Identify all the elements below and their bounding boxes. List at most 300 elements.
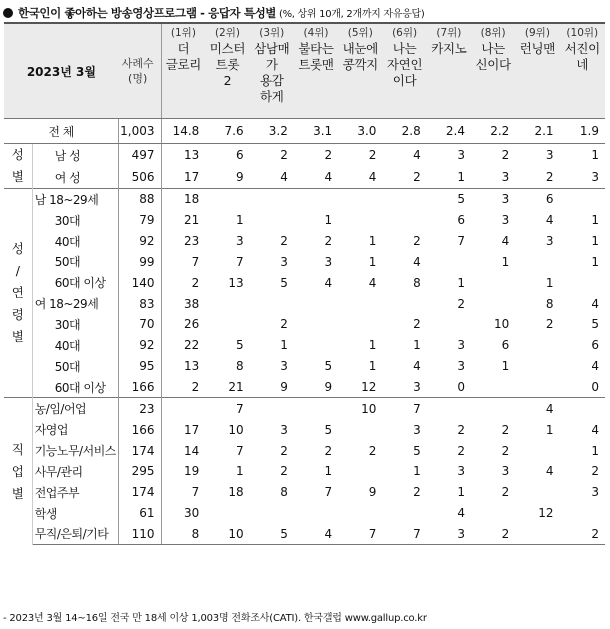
value-cell: 7 bbox=[191, 485, 200, 500]
row-label: 남 성 bbox=[32, 144, 119, 167]
row-label: 30대 bbox=[32, 210, 119, 231]
value-cell: 13 bbox=[184, 359, 200, 374]
value-cell: 2 bbox=[280, 148, 288, 162]
value-cell: 4 bbox=[515, 398, 559, 419]
value-cell bbox=[338, 314, 382, 335]
value-cell: 4 bbox=[368, 170, 377, 184]
value-cell: 7 bbox=[338, 524, 382, 545]
value-cell bbox=[471, 398, 515, 419]
value-cell bbox=[294, 189, 338, 210]
value-cell bbox=[560, 272, 605, 293]
value-cell: 2 bbox=[413, 485, 421, 500]
value-cell: 1 bbox=[324, 213, 333, 228]
value-cell bbox=[515, 252, 559, 273]
total-label: 전 체 bbox=[4, 119, 119, 144]
program-rank: (5위) bbox=[347, 27, 373, 39]
program-rank: (6위) bbox=[392, 27, 418, 39]
value-cell: 3 bbox=[501, 170, 510, 184]
value-cell: 7 bbox=[324, 485, 333, 500]
row-label: 남 18~29세 bbox=[32, 189, 119, 210]
value-cell: 3 bbox=[280, 254, 288, 269]
value-cell bbox=[515, 335, 559, 356]
sample-size-cell: 110 bbox=[119, 524, 161, 545]
value-cell: 2 bbox=[191, 275, 200, 290]
group-label: 직 업 별 bbox=[4, 398, 32, 545]
value-cell: 2 bbox=[501, 485, 510, 500]
program-header-4 bbox=[294, 23, 338, 119]
value-cell: 1 bbox=[501, 359, 510, 374]
value-cell bbox=[250, 293, 294, 314]
value-cell: 10 bbox=[494, 317, 510, 332]
program-name: 서진이 네 bbox=[564, 41, 600, 72]
value-cell: 2 bbox=[501, 422, 510, 437]
sample-size-cell: 88 bbox=[119, 189, 161, 210]
table-row bbox=[4, 166, 605, 189]
value-cell: 3 bbox=[413, 380, 421, 395]
table-row bbox=[4, 231, 605, 252]
value-cell: 13 bbox=[228, 275, 244, 290]
row-label: 기능노무/서비스 bbox=[32, 440, 119, 461]
value-cell bbox=[250, 210, 294, 231]
footnote: - 2023년 3월 14~16일 전국 만 18세 이상 1,003명 전화조사(CATI). 한국갤럽 www.gallup.co.kr bbox=[3, 613, 427, 624]
value-cell: 3.1 bbox=[294, 119, 338, 144]
table-row bbox=[4, 252, 605, 273]
value-cell bbox=[205, 314, 249, 335]
value-cell: 2 bbox=[280, 234, 288, 249]
value-cell bbox=[382, 210, 426, 231]
value-cell: 9 bbox=[235, 170, 244, 184]
value-cell: 7 bbox=[205, 398, 249, 419]
value-cell bbox=[382, 189, 426, 210]
value-cell: 3 bbox=[501, 213, 510, 228]
value-cell bbox=[294, 314, 338, 335]
program-header-8 bbox=[471, 23, 515, 119]
value-cell: 3 bbox=[501, 464, 510, 479]
value-cell: 2 bbox=[324, 234, 333, 249]
value-cell: 23 bbox=[184, 234, 200, 249]
value-cell: 4 bbox=[545, 213, 554, 228]
title-text: 한국인이 좋아하는 방송영상프로그램 - 응답자 특성별 bbox=[18, 6, 276, 20]
value-cell: 14 bbox=[184, 443, 200, 458]
value-cell: 4 bbox=[324, 275, 333, 290]
value-cell bbox=[515, 440, 559, 461]
program-header-9 bbox=[515, 23, 559, 119]
table-row bbox=[4, 482, 605, 503]
program-rank: (7위) bbox=[436, 27, 462, 39]
value-cell: 1 bbox=[368, 234, 377, 249]
value-cell: 4 bbox=[501, 234, 510, 249]
value-cell bbox=[560, 189, 605, 210]
sample-size-cell: 92 bbox=[119, 335, 161, 356]
program-rank: (8위) bbox=[480, 27, 506, 39]
value-cell: 17 bbox=[184, 170, 200, 184]
value-cell: 3.0 bbox=[338, 119, 382, 144]
value-cell: 3 bbox=[591, 485, 599, 500]
value-cell bbox=[338, 461, 382, 482]
value-cell: 1.9 bbox=[560, 119, 605, 144]
value-cell: 2 bbox=[368, 148, 377, 162]
table-row bbox=[4, 377, 605, 398]
value-cell: 9 bbox=[368, 485, 377, 500]
value-cell: 7 bbox=[382, 524, 426, 545]
value-cell bbox=[205, 293, 249, 314]
program-rank: (3위) bbox=[259, 27, 285, 39]
value-cell: 21 bbox=[228, 380, 244, 395]
row-label: 40대 bbox=[32, 231, 119, 252]
value-cell: 4 bbox=[280, 170, 288, 184]
table-row bbox=[4, 440, 605, 461]
value-cell: 9 bbox=[324, 380, 333, 395]
value-cell: 2 bbox=[324, 148, 333, 162]
value-cell: 5 bbox=[324, 359, 333, 374]
program-header-7 bbox=[427, 23, 471, 119]
value-cell bbox=[382, 293, 426, 314]
title-subtext: (%, 상위 10개, 2개까지 자유응답) bbox=[279, 9, 425, 20]
value-cell bbox=[515, 524, 559, 545]
row-label: 30대 bbox=[32, 314, 119, 335]
value-cell: 19 bbox=[184, 464, 200, 479]
value-cell: 4 bbox=[545, 464, 554, 479]
value-cell: 38 bbox=[184, 296, 200, 311]
table-row bbox=[4, 398, 605, 419]
sample-size-cell: 166 bbox=[119, 377, 161, 398]
program-rank: (9위) bbox=[524, 27, 550, 39]
value-cell: 1 bbox=[235, 464, 244, 479]
sample-size-cell: 497 bbox=[119, 144, 161, 167]
program-name: 불타는 트롯맨 bbox=[298, 41, 334, 72]
value-cell: 2 bbox=[501, 443, 510, 458]
value-cell: 0 bbox=[591, 380, 599, 395]
program-name: 나는 신이다 bbox=[475, 41, 511, 72]
value-cell: 22 bbox=[184, 338, 200, 353]
program-rank: (1위) bbox=[170, 27, 196, 39]
value-cell: 1 bbox=[591, 148, 599, 162]
value-cell: 1 bbox=[591, 234, 599, 249]
value-cell: 2 bbox=[457, 422, 465, 437]
value-cell: 3 bbox=[235, 234, 244, 249]
sample-size-cell: 79 bbox=[119, 210, 161, 231]
value-cell: 1 bbox=[368, 254, 377, 269]
value-cell: 8 bbox=[280, 485, 288, 500]
value-cell: 7 bbox=[382, 398, 426, 419]
value-cell: 2 bbox=[280, 464, 288, 479]
table-row bbox=[4, 293, 605, 314]
value-cell: 3 bbox=[471, 189, 515, 210]
row-label: 자영업 bbox=[32, 419, 119, 440]
group-label: 성 별 bbox=[4, 144, 32, 189]
value-cell bbox=[471, 377, 515, 398]
row-label: 사무/관리 bbox=[32, 461, 119, 482]
results-table bbox=[4, 22, 605, 545]
value-cell: 5 bbox=[591, 317, 599, 332]
value-cell bbox=[382, 503, 426, 524]
value-cell bbox=[515, 377, 559, 398]
program-name: 내눈에 콩깍지 bbox=[342, 41, 378, 72]
value-cell: 8 bbox=[161, 524, 205, 545]
value-cell: 2 bbox=[501, 148, 510, 162]
program-rank: (4위) bbox=[303, 27, 329, 39]
sample-size-cell: 174 bbox=[119, 482, 161, 503]
value-cell bbox=[205, 189, 249, 210]
value-cell: 5 bbox=[250, 524, 294, 545]
value-cell: 1 bbox=[280, 338, 288, 353]
sample-size-cell: 92 bbox=[119, 231, 161, 252]
sample-size-header: 사례수 (명) bbox=[119, 23, 161, 119]
table-row bbox=[4, 272, 605, 293]
value-cell: 5 bbox=[324, 422, 333, 437]
value-cell bbox=[294, 398, 338, 419]
value-cell: 1 bbox=[235, 213, 244, 228]
value-cell: 17 bbox=[184, 422, 200, 437]
value-cell bbox=[338, 189, 382, 210]
value-cell: 5 bbox=[235, 338, 244, 353]
value-cell: 2 bbox=[413, 234, 421, 249]
value-cell: 3 bbox=[457, 148, 465, 162]
value-cell: 4 bbox=[413, 148, 421, 162]
value-cell bbox=[338, 503, 382, 524]
value-cell: 3 bbox=[545, 234, 554, 249]
sample-size-cell: 506 bbox=[119, 166, 161, 189]
value-cell: 2 bbox=[413, 317, 421, 332]
value-cell: 2.2 bbox=[471, 119, 515, 144]
value-cell bbox=[471, 293, 515, 314]
value-cell: 2 bbox=[591, 464, 599, 479]
value-cell: 30 bbox=[184, 506, 200, 521]
value-cell: 3 bbox=[545, 148, 554, 162]
program-header-5 bbox=[338, 23, 382, 119]
value-cell: 4 bbox=[324, 170, 333, 184]
value-cell: 2 bbox=[324, 443, 333, 458]
value-cell: 2 bbox=[191, 380, 200, 395]
value-cell: 1 bbox=[413, 338, 421, 353]
value-cell bbox=[250, 189, 294, 210]
sample-size-cell: 61 bbox=[119, 503, 161, 524]
row-label: 여 18~29세 bbox=[32, 293, 119, 314]
program-header-6 bbox=[382, 23, 426, 119]
program-header-2 bbox=[205, 23, 249, 119]
value-cell: 1 bbox=[501, 254, 510, 269]
value-cell: 26 bbox=[184, 317, 200, 332]
row-label: 전업주부 bbox=[32, 482, 119, 503]
sample-size-cell: 174 bbox=[119, 440, 161, 461]
value-cell: 1 bbox=[545, 275, 554, 290]
value-cell bbox=[427, 252, 471, 273]
value-cell: 6 bbox=[235, 148, 244, 162]
value-cell: 8 bbox=[413, 275, 421, 290]
value-cell: 8 bbox=[545, 296, 554, 311]
value-cell: 3 bbox=[427, 524, 471, 545]
row-label: 40대 bbox=[32, 335, 119, 356]
value-cell: 4 bbox=[591, 359, 599, 374]
value-cell: 4 bbox=[591, 422, 599, 437]
value-cell: 2 bbox=[457, 296, 465, 311]
value-cell bbox=[161, 398, 205, 419]
value-cell: 1 bbox=[368, 338, 377, 353]
value-cell: 1 bbox=[457, 275, 465, 290]
value-cell bbox=[560, 398, 605, 419]
value-cell: 3 bbox=[324, 254, 333, 269]
value-cell bbox=[427, 398, 471, 419]
sample-size-cell: 1,003 bbox=[119, 119, 161, 144]
program-name: 더 글로리 bbox=[165, 41, 202, 72]
program-name: 런닝맨 bbox=[519, 41, 556, 56]
value-cell: 3.2 bbox=[250, 119, 294, 144]
value-cell bbox=[338, 293, 382, 314]
value-cell: 1 bbox=[457, 485, 465, 500]
row-label: 60대 이상 bbox=[32, 272, 119, 293]
value-cell: 6 bbox=[591, 338, 599, 353]
table-row bbox=[4, 356, 605, 377]
table-title bbox=[3, 2, 424, 18]
value-cell: 1 bbox=[591, 213, 599, 228]
value-cell: 13 bbox=[184, 148, 200, 162]
row-label: 60대 이상 bbox=[32, 377, 119, 398]
table-row bbox=[4, 144, 605, 167]
value-cell: 4 bbox=[591, 296, 599, 311]
value-cell bbox=[338, 419, 382, 440]
value-cell: 2 bbox=[413, 170, 421, 184]
sample-size-cell: 70 bbox=[119, 314, 161, 335]
value-cell: 2 bbox=[545, 170, 554, 184]
value-cell: 4 bbox=[294, 524, 338, 545]
value-cell: 2.1 bbox=[515, 119, 559, 144]
value-cell: 1 bbox=[457, 170, 465, 184]
program-name: 나는 자연인 이다 bbox=[386, 41, 423, 88]
value-cell: 3 bbox=[457, 359, 465, 374]
value-cell bbox=[294, 503, 338, 524]
value-cell: 5 bbox=[413, 443, 421, 458]
value-cell: 4 bbox=[457, 506, 465, 521]
value-cell: 4 bbox=[413, 359, 421, 374]
value-cell bbox=[338, 210, 382, 231]
program-rank: (2위) bbox=[214, 27, 240, 39]
row-label: 50대 bbox=[32, 356, 119, 377]
value-cell: 1 bbox=[591, 443, 599, 458]
program-name: 삼남매 가 용감 하게 bbox=[254, 41, 290, 104]
value-cell: 10 bbox=[228, 422, 244, 437]
value-cell: 14.8 bbox=[161, 119, 205, 144]
value-cell: 4 bbox=[368, 275, 377, 290]
value-cell: 9 bbox=[280, 380, 288, 395]
program-header-1 bbox=[161, 23, 205, 119]
value-cell: 8 bbox=[235, 359, 244, 374]
value-cell: 6 bbox=[515, 189, 559, 210]
table-row bbox=[4, 524, 605, 545]
value-cell: 1 bbox=[368, 359, 377, 374]
value-cell: 4 bbox=[413, 254, 421, 269]
value-cell bbox=[560, 503, 605, 524]
value-cell: 0 bbox=[457, 380, 465, 395]
value-cell: 3 bbox=[457, 464, 465, 479]
value-cell: 2.8 bbox=[382, 119, 426, 144]
period-header: 2023년 3월 bbox=[4, 23, 119, 119]
table-row bbox=[4, 461, 605, 482]
value-cell: 6 bbox=[501, 338, 510, 353]
value-cell: 10 bbox=[338, 398, 382, 419]
sample-size-cell: 99 bbox=[119, 252, 161, 273]
value-cell: 3 bbox=[457, 338, 465, 353]
value-cell: 1 bbox=[413, 464, 421, 479]
value-cell bbox=[205, 503, 249, 524]
value-cell: 3 bbox=[280, 359, 288, 374]
value-cell: 2 bbox=[280, 317, 288, 332]
value-cell: 2 bbox=[368, 443, 377, 458]
value-cell: 7 bbox=[235, 443, 244, 458]
value-cell: 12 bbox=[361, 380, 377, 395]
value-cell bbox=[427, 314, 471, 335]
sample-size-cell: 166 bbox=[119, 419, 161, 440]
value-cell: 18 bbox=[161, 189, 205, 210]
value-cell bbox=[471, 503, 515, 524]
program-rank: (10위) bbox=[566, 27, 599, 39]
value-cell: 3 bbox=[591, 170, 599, 184]
program-header-10 bbox=[560, 23, 605, 119]
table-row bbox=[4, 419, 605, 440]
value-cell: 2 bbox=[471, 524, 515, 545]
table-row bbox=[4, 210, 605, 231]
row-label: 여 성 bbox=[32, 166, 119, 189]
value-cell: 3 bbox=[413, 422, 421, 437]
value-cell bbox=[515, 482, 559, 503]
value-cell: 3 bbox=[280, 422, 288, 437]
value-cell bbox=[250, 503, 294, 524]
value-cell bbox=[515, 356, 559, 377]
value-cell: 7 bbox=[191, 254, 200, 269]
value-cell bbox=[294, 335, 338, 356]
bullet-icon bbox=[3, 8, 13, 18]
value-cell: 5 bbox=[427, 189, 471, 210]
value-cell: 2 bbox=[280, 443, 288, 458]
value-cell: 5 bbox=[280, 275, 288, 290]
value-cell bbox=[294, 293, 338, 314]
value-cell: 1 bbox=[545, 422, 554, 437]
row-label: 학생 bbox=[32, 503, 119, 524]
total-row bbox=[4, 119, 605, 144]
value-cell: 1 bbox=[591, 254, 599, 269]
sample-size-cell: 95 bbox=[119, 356, 161, 377]
value-cell: 12 bbox=[538, 506, 554, 521]
header-row bbox=[4, 23, 605, 119]
value-cell: 1 bbox=[324, 464, 333, 479]
value-cell bbox=[471, 272, 515, 293]
program-name: 미스터 트롯 2 bbox=[209, 41, 246, 88]
table-row bbox=[4, 189, 605, 210]
value-cell: 21 bbox=[184, 213, 200, 228]
value-cell: 2 bbox=[457, 443, 465, 458]
value-cell: 2 bbox=[560, 524, 605, 545]
program-header-3 bbox=[250, 23, 294, 119]
table-row bbox=[4, 314, 605, 335]
program-name: 카지노 bbox=[431, 41, 467, 56]
value-cell: 2.4 bbox=[427, 119, 471, 144]
value-cell: 7 bbox=[457, 234, 465, 249]
row-label: 무직/은퇴/기타 bbox=[32, 524, 119, 545]
value-cell: 7.6 bbox=[205, 119, 249, 144]
table-row bbox=[4, 335, 605, 356]
value-cell: 18 bbox=[228, 485, 244, 500]
value-cell: 2 bbox=[545, 317, 554, 332]
value-cell: 7 bbox=[235, 254, 244, 269]
table-row bbox=[4, 503, 605, 524]
sample-size-cell: 23 bbox=[119, 398, 161, 419]
sample-size-cell: 83 bbox=[119, 293, 161, 314]
value-cell: 6 bbox=[457, 213, 465, 228]
value-cell bbox=[250, 398, 294, 419]
row-label: 농/임/어업 bbox=[32, 398, 119, 419]
group-label: 성 / 연 령 별 bbox=[4, 189, 32, 398]
value-cell: 10 bbox=[205, 524, 249, 545]
sample-size-cell: 140 bbox=[119, 272, 161, 293]
